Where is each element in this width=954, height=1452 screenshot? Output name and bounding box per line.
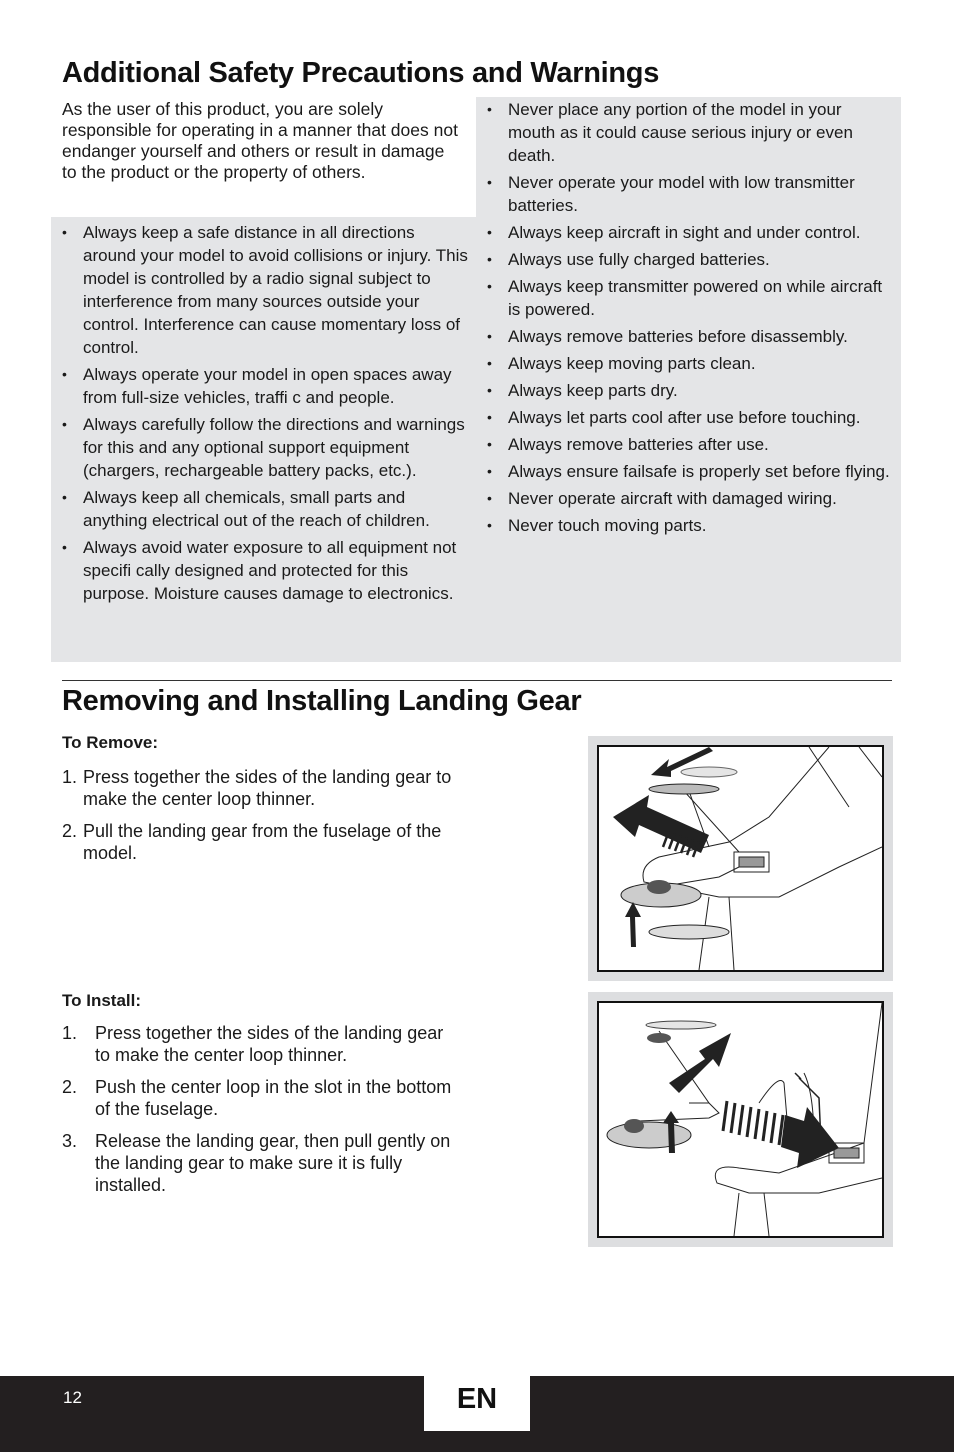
- section-title-landing-gear: Removing and Installing Landing Gear: [62, 685, 582, 717]
- safety-bullet-item: • Always keep parts dry.: [487, 379, 892, 402]
- remove-steps: [62, 766, 472, 874]
- safety-bullet-item: • Always carefully follow the directions and warnings for this and any optional support equipment (chargers, rechargeable battery packs, etc.).: [62, 413, 470, 482]
- safety-bullet-item: • Always keep all chemicals, small parts and anything electrical out of the reach of children.: [62, 486, 470, 532]
- step-text: Pull the landing gear from the fuselage of the model.: [83, 821, 442, 863]
- step-item: [62, 1076, 462, 1120]
- page-number: 12: [63, 1388, 82, 1407]
- figure-install-landing-gear: [588, 992, 893, 1247]
- safety-bullet-item: • Always remove batteries before disassembly.: [487, 325, 892, 348]
- step-number: 2.: [62, 1077, 78, 1097]
- safety-bullet-item: • Always use fully charged batteries.: [487, 248, 892, 271]
- step-number: 1.: [62, 1023, 78, 1043]
- figure-remove-landing-gear: [588, 736, 893, 981]
- safety-bullet-item: • Always keep aircraft in sight and under control.: [487, 221, 892, 244]
- safety-bullet-item: • Always keep transmitter powered on while aircraft is powered.: [487, 275, 892, 321]
- section-divider: [62, 680, 892, 681]
- step-text: Press together the sides of the landing gear to make the center loop thinner.: [83, 767, 452, 809]
- step-text: Press together the sides of the landing gear to make the center loop thinner.: [95, 1023, 444, 1065]
- install-landing-gear-illustration: [599, 1003, 882, 1236]
- step-item: [62, 1130, 462, 1196]
- safety-bullet-item: • Always ensure failsafe is properly set before flying.: [487, 460, 892, 483]
- remove-heading: To Remove:: [62, 733, 159, 752]
- step-item: [62, 820, 472, 864]
- install-steps: [62, 1022, 462, 1206]
- section-title-safety: Additional Safety Precautions and Warnings: [62, 57, 660, 89]
- step-text: Push the center loop in the slot in the bottom of the fuselage.: [95, 1077, 452, 1119]
- safety-bullet-item: • Always operate your model in open spaces away from full-size vehicles, traffi c and people.: [62, 363, 470, 409]
- safety-bullet-item: • Always avoid water exposure to all equipment not specifi cally designed and protected for this purpose. Moisture causes damage to electronics.: [62, 536, 470, 605]
- step-number: 3.: [62, 1131, 78, 1151]
- safety-bullet-item: • Never touch moving parts.: [487, 514, 892, 537]
- language-label: EN: [456, 1383, 498, 1415]
- safety-bullet-item: • Always remove batteries after use.: [487, 433, 892, 456]
- language-tab: [424, 1376, 530, 1431]
- step-number: 2.: [62, 821, 78, 841]
- safety-bullets-right: [487, 98, 892, 541]
- step-text: Release the landing gear, then pull gently on the landing gear to make sure it is fully installed.: [95, 1131, 451, 1195]
- step-item: [62, 1022, 462, 1066]
- safety-bullet-item: • Never operate your model with low transmitter batteries.: [487, 171, 892, 217]
- step-number: 1.: [62, 767, 78, 787]
- remove-landing-gear-illustration: [599, 747, 882, 970]
- safety-bullet-item: • Always let parts cool after use before touching.: [487, 406, 892, 429]
- safety-bullet-item: • Always keep a safe distance in all directions around your model to avoid collisions or injury. This model is controlled by a radio signal subject to interference from many sources outside your control. Interference can cause momentary loss of control.: [62, 221, 470, 359]
- safety-bullet-item: • Never place any portion of the model in your mouth as it could cause serious injury or even death.: [487, 98, 892, 167]
- step-item: [62, 766, 472, 810]
- safety-intro: As the user of this product, you are solely responsible for operating in a manner that does not endanger yourself and others or result in damage to the product or the property of others.: [62, 99, 458, 182]
- install-heading: To Install:: [62, 991, 142, 1010]
- safety-bullet-item: • Never operate aircraft with damaged wiring.: [487, 487, 892, 510]
- safety-bullet-item: • Always keep moving parts clean.: [487, 352, 892, 375]
- safety-bullets-left: [62, 221, 470, 609]
